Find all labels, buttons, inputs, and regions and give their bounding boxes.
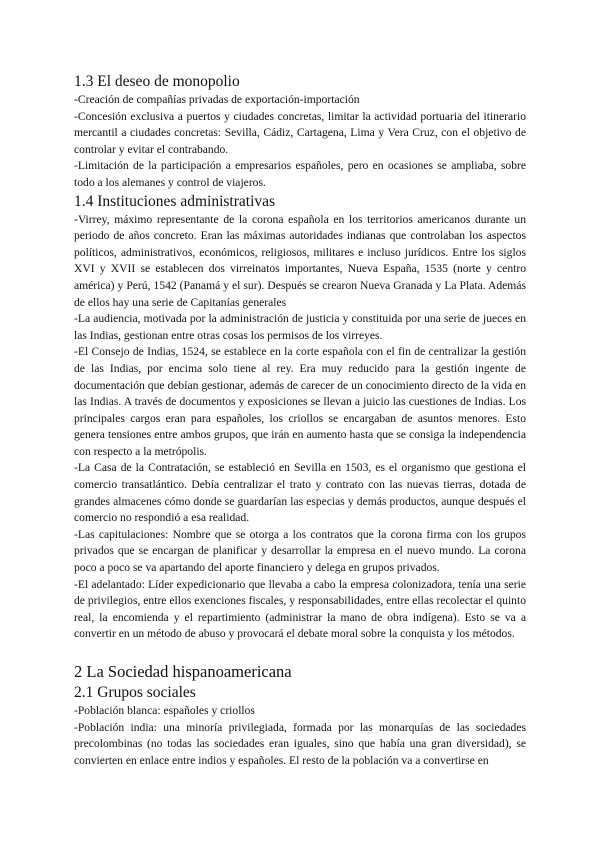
section-2-1-heading: 2.1 Grupos sociales — [74, 684, 196, 701]
section-1-4-heading: 1.4 Instituciones administrativas — [74, 192, 276, 210]
paragraph: -El Consejo de Indias, 1524, se establece en la corte española con el fin de centralizar la gestión de las Indias, por encima solo tiene al rey. Era muy reducido para la gestión ingente de documentación que debían gestionar, además de carecer de un conocimiento directo de la vida en las Indias. A través de documentos y exposiciones se llevan a juicio las cuestiones de Indias. Los principales cargos eran para españoles, los criollos se encargaban de asuntos menores. Esto genera tensiones entre ambos grupos, que irán en aumento hasta que se consiga la independencia con respecto a la metrópolis. — [74, 345, 526, 458]
paragraph: -Población blanca: españoles y criollos — [74, 704, 255, 717]
paragraph: -Virrey, máximo representante de la corona española en los territorios americanos durante un periodo de años concreto. Eran las máximas autoridades indianas que controlaban los aspectos políticos, administrativos, económicos, religiosos, militares e incluso jurídicos. Entre los siglos XVI y XVII se establecen dos virreinatos importantes, Nueva España, 1535 (norte y centro américa) y Perú, 1542 (Panamá y el sur). Después se crearon Nueva Granada y La Plata. Además de ellos hay una serie de Capitanías generales — [74, 212, 526, 309]
paragraph: -Concesión exclusiva a puertos y ciudades concretas, limitar la actividad portuaria del itinerario mercantil a ciudades concretas: Sevilla, Cádiz, Cartagena, Lima y Vera Cruz, con el objetivo de controlar y evitar el contrabando. — [74, 109, 526, 156]
paragraph: -La audiencia, motivada por la administración de justicia y constituida por una serie de jueces en las Indias, gestionan entre otras cosas los permisos de los virreyes. — [74, 312, 526, 342]
paragraph: -El adelantado: Líder expedicionario que llevaba a cabo la empresa colonizadora, tenía una serie de privilegios, entre ellos exenciones fiscales, y responsabilidades, entre ellas recolectar el quinto real, la encomienda y el repartimiento (administrar la mano de obra indígena). Esto se va a convertir en un método de abuso y provocará el debate moral sobre la conquista y los métodos. — [74, 577, 526, 641]
paragraph: -La Casa de la Contratación, se estableció en Sevilla en 1503, es el organismo que gestiona el comercio transatlántico. Debía centralizar el trato y contrato con las nuevas tierras, dotada de grandes almacenes cómo donde se guardarían las especias y demás productos, aunque después el comercio no respondió a esa realidad. — [74, 461, 526, 525]
section-1-3-heading: 1.3 El deseo de monopolio — [74, 73, 240, 90]
paragraph: -Población india: una minoría privilegiada, formada por las monarquías de las sociedades precolombinas (no todas las sociedades eran iguales, sino que había una gran diversidad), se convierten en enlace entre indios y españoles. El resto de la población va a convertirse en — [74, 720, 526, 767]
section-2-heading: 2 La Sociedad hispanoamericana — [74, 662, 292, 681]
paragraph: -Las capitulaciones: Nombre que se otorga a los contratos que la corona firma con los grupos privados que se encargan de planificar y desarrollar la empresa en el nuevo mundo. La corona poco a poco se va apartando del aporte financiero y delega en grupos privados. — [74, 527, 526, 575]
paragraph: -Creación de compañías privadas de exportación-importación — [74, 93, 360, 106]
paragraph: -Limitación de la participación a empresarios españoles, pero en ocasiones se ampliaba, sobre todo a los alemanes y control de viajeros. — [74, 159, 526, 189]
